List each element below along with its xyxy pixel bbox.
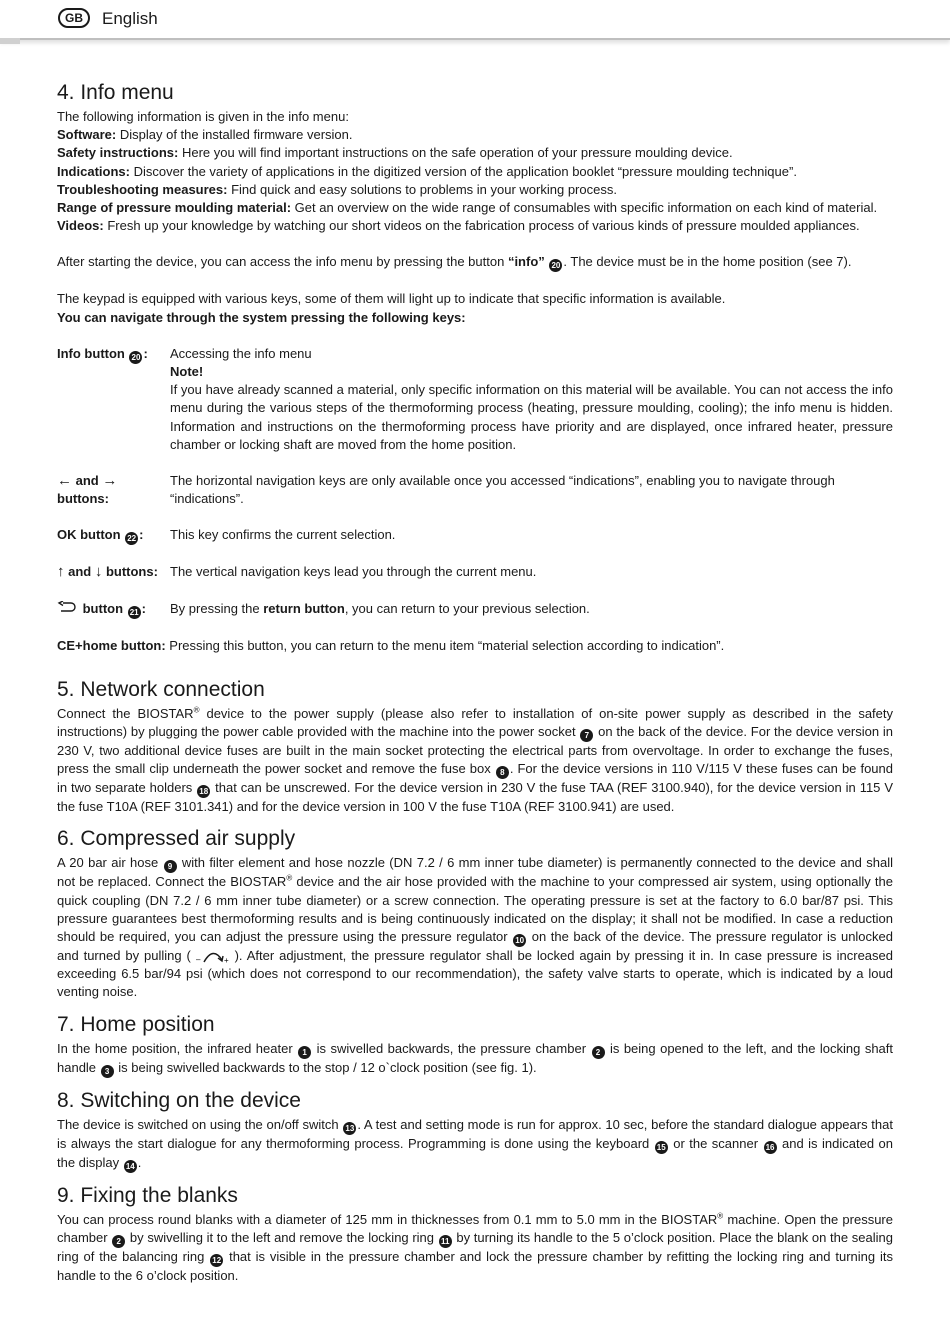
info-item: Troubleshooting measures: Find quick and easy solutions to problems in your working process.: [57, 181, 617, 197]
fixing-blanks-paragraph: You can process round blanks with a diameter of 125 mm in thicknesses from 0.1 mm to 5.0 mm in the BIOSTAR® machine. Open the pressure chamber 2 by swivelling it to the left and remove the locking ring 11 by turning its handle to the 5 o’clock position. Place the blank on the sealing ring of the balancing ring 12 that is visible in the pressure chamber and lock the pressure chamber by refitting the locking ring and turning its handle to the 6 o’clock position.: [57, 1211, 893, 1283]
section-9-title: 9. Fixing the blanks: [57, 1183, 238, 1207]
callout-15-icon: 15: [655, 1141, 668, 1154]
header-divider: [0, 38, 20, 44]
up-down-buttons-row: ↑ and ↓ buttons: The vertical navigation keys lead you through the current menu.: [57, 563, 537, 581]
callout-12-icon: 12: [210, 1254, 223, 1267]
arrow-down-icon: ↓: [94, 563, 103, 581]
callout-3-icon: 3: [101, 1065, 114, 1078]
language-label: English: [102, 9, 158, 28]
navigate-heading: You can navigate through the system pressing the following keys:: [57, 309, 466, 325]
return-arrow-icon: [57, 601, 79, 613]
callout-20-icon: 20: [129, 351, 142, 364]
callout-11-icon: 11: [439, 1235, 452, 1248]
air-supply-paragraph: A 20 bar air hose 9 with filter element and hose nozzle (DN 7.2 / 6 mm inner tube diameter) is permanently connected to the device and shall not be replaced. Connect the BIOSTAR® device and the air hose provided with the machine to your compressed air system, using optionally the quick coupling (DN 7.2 / 6 mm inner tube diameter) or a screw connection. The operating pressure is set at the factory to 6.0 bar/87 psi. This pressure guarantees best thermoforming results and is being continuously indicated on the display; it shall not be modified. In case a reduction should be required, you can adjust the pressure using the pressure regulator 10 on the back of the device. The pressure regulator is unlocked and turned by pulling ( – + ). After adjustment, the pressure regulator shall be locked again by pressing it in. In case pressure is increased exceeding 6.5 bar/94 psi (which does not correspond to our recommendation), the safety valve starts to operate, which is indicated by a loud venting noise.: [57, 855, 893, 1000]
section-5-title: 5. Network connection: [57, 677, 265, 701]
home-position-paragraph: In the home position, the infrared heater 1 is swivelled backwards, the pressure chamber 2 is being opened to the left, and the locking shaft handle 3 is being swivelled backwards to the stop / 12 o`clock position (see fig. 1).: [57, 1040, 894, 1076]
callout-14-icon: 14: [124, 1160, 137, 1173]
callout-9-icon: 9: [164, 860, 177, 873]
info-access-paragraph: After starting the device, you can access the info menu by pressing the button “info” 20 . The device must be in the home position (see 7).: [57, 254, 852, 271]
arrow-left-icon: ←: [57, 472, 72, 490]
callout-21-icon: 21: [128, 606, 141, 619]
network-paragraph: Connect the BIOSTAR® device to the power supply (please also refer to installation of on-site power supply as described in the safety instructions) by plugging the power cable provided with the machine into the power socket 7 on the back of the device. For the device version in 230 V, two additional device fuses are built in the main socket protecting the electrical parts from overvoltage. In order to exchange the fuses, press the small clip underneath the power socket and remove the fuse box 8 . For the device versions in 110 V/115 V these fuses can be found in two separate holders 18 that can be unscrewed. For the device version in 230 V the fuse TAA (REF 3100.940), for the device version in 115 V the fuse T10A (REF 3101.341) and for the device version in 100 V the fuse T10A (REF 3100.941) are used.: [57, 705, 893, 815]
info-item: Range of pressure moulding material: Get an overview on the wide range of consumables with specific information on each kind of material.: [57, 200, 878, 216]
section-8-title: 8. Switching on the device: [57, 1088, 301, 1112]
callout-8-icon: 8: [496, 766, 509, 779]
return-button-row: button 21 : By pressing the return button, you can return to your previous selection.: [57, 600, 893, 619]
info-item: Safety instructions: Here you will find important instructions on the safe operation of your pressure moulding device.: [57, 145, 733, 161]
language-badge: GB: [58, 8, 90, 28]
pull-turn-icon: [196, 948, 230, 964]
callout-18-icon: 18: [197, 785, 210, 798]
callout-7-icon: 7: [580, 729, 593, 742]
section-6-title: 6. Compressed air supply: [57, 827, 296, 851]
callout-13-icon: 13: [343, 1122, 356, 1135]
page-header: [0, 0, 950, 40]
arrow-right-icon: →: [102, 472, 118, 490]
svg-text:–: –: [195, 955, 201, 965]
callout-1-icon: 1: [298, 1046, 311, 1059]
info-button-row: Info button 20 : Accessing the info menu Note! If you have already scanned a material, only specific information on this material will be available. You can not access the info menu during the various steps of the thermoforming process (heating, pressure moulding, cooling); the info menu is hidden. Information and instructions on the thermoforming process have priority and are displayed, once infrared heater, pressure chamber or locking shaft are moved from the home position.: [57, 345, 893, 454]
info-item: Indications: Discover the variety of applications in the digitized version of the application booklet “pressure moulding technique”.: [57, 163, 797, 179]
document-body: [57, 80, 893, 1285]
keypad-paragraph: The keypad is equipped with various keys, some of them will light up to indicate that specific information is available.: [57, 291, 726, 307]
info-intro: The following information is given in the info menu:: [57, 109, 349, 124]
callout-10-icon: 10: [513, 934, 526, 947]
left-right-buttons-row: ← and → buttons: The horizontal navigation keys are only available once you accessed “indications”, enabling you to navigate through “indications”.: [57, 472, 835, 507]
callout-16-icon: 16: [764, 1141, 777, 1154]
svg-text:+: +: [223, 956, 229, 965]
switching-on-paragraph: The device is switched on using the on/off switch 13 . A test and setting mode is run for approx. 10 sec, before the standard dialogue appears that is always the start dialogue for any thermoforming process. Programming is done using the keyboard 15 or the scanner 16 and is indicated on the display 14 .: [57, 1116, 893, 1171]
note-label: Note!: [170, 364, 204, 380]
callout-20-icon: 20: [549, 259, 562, 272]
ok-button-row: OK button 22 : This key confirms the current selection.: [57, 527, 396, 544]
note-text: If you have already scanned a material, only specific information on this material will be available. You can not access the info menu during the various steps of the thermoforming process (heating, pressure moulding, cooling); the info menu is hidden. Information and instructions on the thermoforming process have priority and are displayed, once infrared heater, pressure chamber or locking shaft are moved from the home position.: [170, 382, 893, 452]
info-item: Videos: Fresh up your knowledge by watching our short videos on the fabrication process of various kinds of pressure moulded appliances.: [57, 218, 860, 234]
arrow-up-icon: ↑: [57, 563, 65, 581]
section-4-title: 4. Info menu: [57, 81, 174, 104]
ce-home-button-row: CE+home button: Pressing this button, you can return to the menu item “material selection according to indication”.: [57, 637, 725, 653]
section-7-title: 7. Home position: [57, 1012, 215, 1036]
callout-2-icon: 2: [592, 1046, 605, 1059]
callout-22-icon: 22: [125, 532, 138, 545]
callout-2-icon: 2: [112, 1235, 125, 1248]
info-item: Software: Display of the installed firmware version.: [57, 127, 353, 143]
